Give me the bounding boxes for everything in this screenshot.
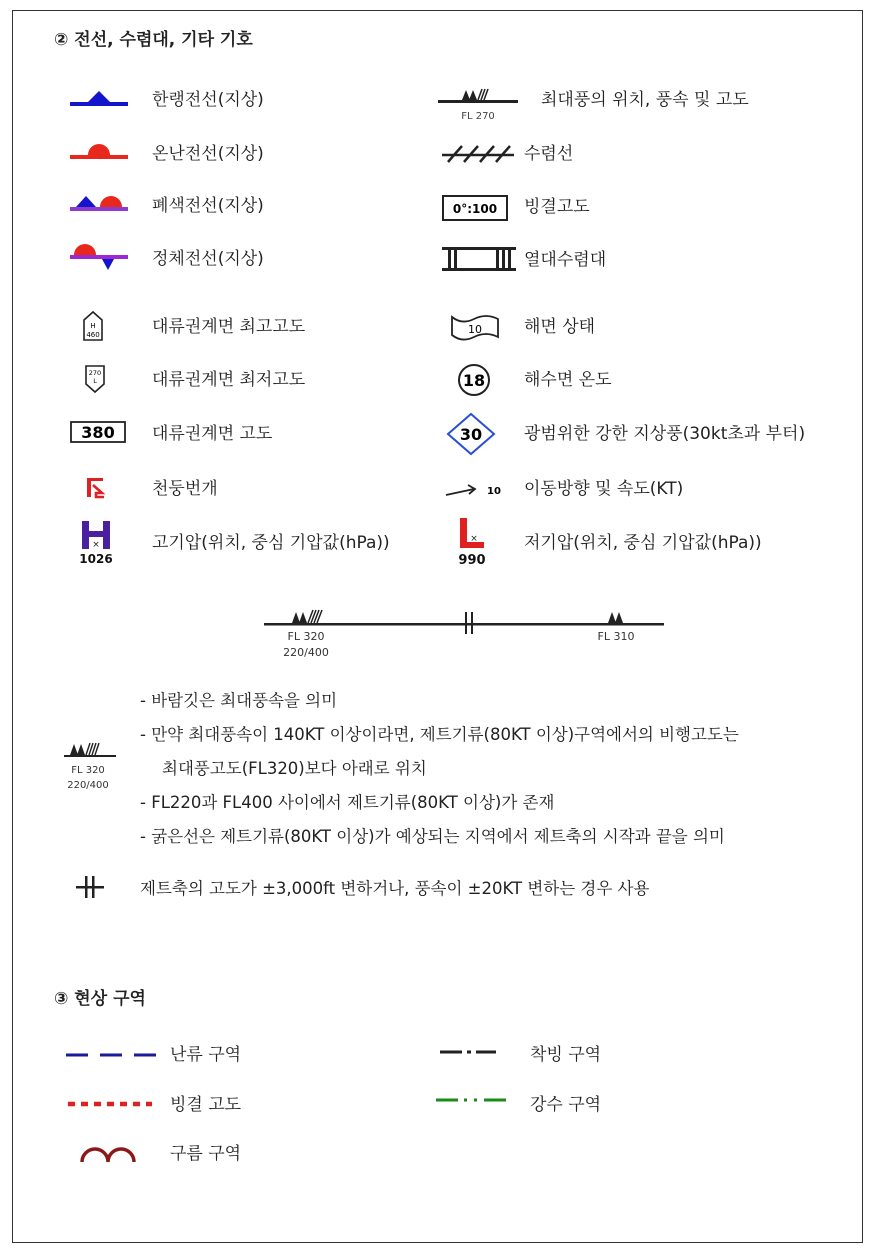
tropo-low-letter: L [93,377,97,385]
movement-arrow-icon [444,479,510,501]
left-label-warm-front: 온난전선(지상) [152,144,264,164]
left-label-tropo-high: 대류권계면 최고고도 [152,317,306,337]
left-label-stationary-front: 정체전선(지상) [152,249,264,269]
jet-notes-icon [60,738,120,794]
left-label-thunderstorm: 천둥번개 [152,479,218,499]
freezing-area-icon [68,1098,152,1110]
jet-change-text: 제트축의 고도가 ±3,000ft 변하거나, 풍속이 ±20KT 변하는 경우 사용 [140,879,650,898]
area-label-precipitation: 강수 구역 [530,1095,602,1115]
right-label-low-pressure: 저기압(위치, 중심 기압값(hPa)) [524,533,762,553]
strong-wind-value: 30 [459,425,483,444]
note-line-5: - 굵은선은 제트기류(80KT 이상)가 예상되는 지역에서 제트축의 시작과 끝을 의미 [140,827,725,846]
freezing-level-value: 0°:100 [452,202,498,216]
max-wind-icon [438,86,518,122]
sea-state-value: 10 [468,323,482,336]
note-line-4: - FL220과 FL400 사이에서 제트기류(80KT 이상)가 존재 [140,793,555,812]
note-line-2: - 만약 최대풍속이 140KT 이상이라면, 제트기류(80KT 이상)구역에서의 비행고도는 [140,725,739,744]
stationary-front-icon [70,244,128,272]
notes-icon-range: 220/400 [67,780,109,791]
area-label-icing: 착빙 구역 [530,1045,602,1065]
notes-icon-fl: FL 320 [71,765,105,776]
section2-title: ② 전선, 수렴대, 기타 기호 [54,30,253,50]
left-label-high-pressure: 고기압(위치, 중심 기압값(hPa)) [152,533,390,553]
tropopause-high-icon [82,310,104,342]
left-label-occluded-front: 폐색전선(지상) [152,196,264,216]
icing-area-icon [440,1046,496,1058]
area-label-cloud: 구름 구역 [170,1144,242,1164]
jet-fl-right: FL 310 [597,630,635,643]
tropo-high-letter: H [90,322,96,330]
low-pressure-icon [452,518,494,568]
tropo-high-value: 460 [86,331,100,339]
strong-wind-icon [446,412,496,456]
max-wind-fl: FL 270 [461,111,495,122]
itcz-icon [442,245,516,273]
high-pressure-icon [78,521,122,567]
high-pressure-value: 1026 [79,552,113,566]
right-label-sea-temp: 해수면 온도 [524,370,612,390]
sea-temp-value: 18 [462,371,486,390]
jet-stream-diagram [264,600,664,666]
right-label-sea-state: 해면 상태 [524,317,596,337]
movement-value: 10 [487,486,501,497]
right-label-movement: 이동방향 및 속도(KT) [524,479,684,499]
freezing-level-box [442,195,508,221]
left-label-cold-front: 한랭전선(지상) [152,90,264,110]
tropo-level-value: 380 [81,423,115,442]
left-label-tropo-level: 대류권계면 고도 [152,424,273,444]
occluded-front-icon [70,192,128,214]
section3-title: ③ 현상 구역 [54,989,146,1009]
area-label-freezing: 빙결 고도 [170,1095,242,1115]
convergence-line-icon [440,142,516,166]
note-line-1: - 바람깃은 최대풍속을 의미 [140,691,338,710]
high-center-mark: × [92,540,100,550]
precipitation-area-icon [436,1094,506,1106]
sea-state-icon [450,313,500,341]
note-line-3: 최대풍고도(FL320)보다 아래로 위치 [162,759,427,778]
warm-front-icon [70,141,128,163]
jet-range-left: 220/400 [283,646,329,659]
right-label-freezing: 빙결고도 [524,197,590,217]
left-label-tropo-low: 대류권계면 최저고도 [152,370,306,390]
area-label-turbulence: 난류 구역 [170,1045,242,1065]
jet-change-icon [76,874,104,900]
tropopause-level-box [70,421,126,443]
tropo-low-value: 270 [88,369,102,377]
right-label-itcz: 열대수렴대 [524,250,607,270]
cloud-area-icon [80,1142,136,1164]
low-pressure-value: 990 [458,553,486,568]
turbulence-area-icon [66,1048,158,1062]
thunderstorm-icon [84,476,106,500]
tropopause-low-icon [84,364,106,394]
right-label-strong-wind: 광범위한 강한 지상풍(30kt초과 부터) [524,424,806,444]
cold-front-icon [70,88,128,110]
right-label-convergence: 수렴선 [524,144,574,164]
low-center-mark: × [470,534,478,544]
right-label-max-wind: 최대풍의 위치, 풍속 및 고도 [541,90,749,110]
jet-fl-left: FL 320 [287,630,325,643]
sea-surface-temp-icon [456,363,492,397]
